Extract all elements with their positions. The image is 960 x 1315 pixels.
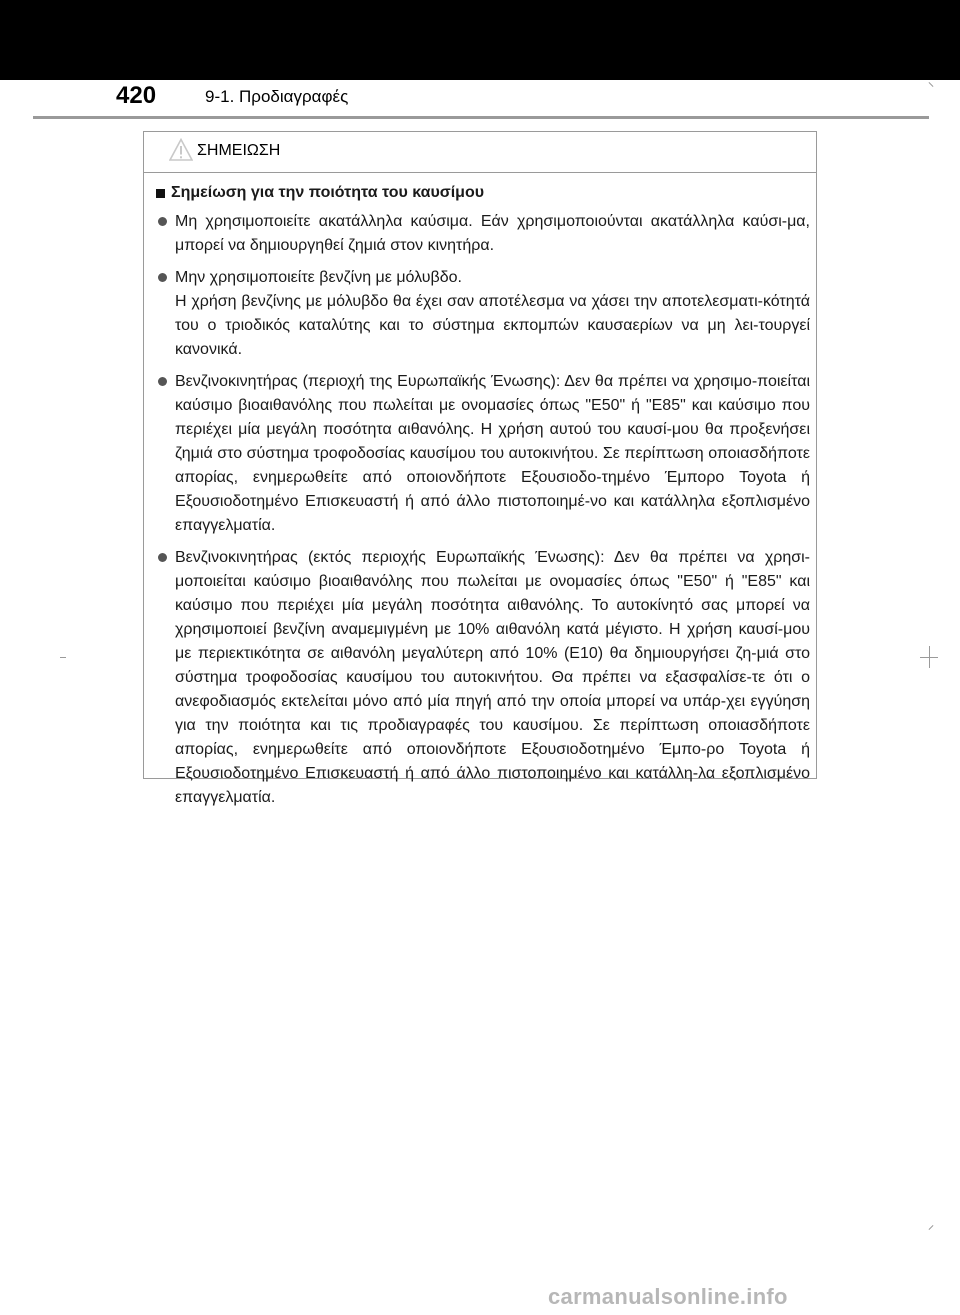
note-content [156, 184, 810, 818]
bullet-icon [158, 377, 167, 386]
crop-mark [60, 657, 66, 658]
crop-mark [929, 82, 934, 87]
note-box [143, 131, 817, 806]
warning-icon [169, 138, 193, 162]
bullet-icon [158, 553, 167, 562]
bullet-icon [158, 217, 167, 226]
list-item [156, 210, 810, 258]
list-item [156, 546, 810, 810]
list-item-text: Μη χρησιμοποιείτε ακατάλληλα καύσιμα. Εάν χρησιμοποιούνται ακατάλληλα καύσι-μα, μπορεί να δημιουργηθεί ζημιά στον κινητήρα. [175, 213, 810, 254]
crop-mark [929, 1225, 934, 1230]
note-header [144, 132, 816, 173]
list-item-text: Η χρήση βενζίνης με μόλυβδο θα έχει σαν αποτέλεσμα να χάσει την αποτελεσματι-κότητά του ο τριοδικός καταλύτης και το σύστημα εκπομπών καυσαερίων να μη λει-τουργεί κανονικά. [175, 293, 810, 358]
note-label: ΣΗΜΕΙΩΣΗ [197, 142, 281, 159]
note-heading [156, 184, 810, 202]
list-item [156, 370, 810, 538]
watermark-logo: carmanualsonline.info [548, 1284, 788, 1309]
section-title: 9-1. Προδιαγραφές [205, 87, 349, 106]
note-heading-text: Σημείωση για την ποιότητα του καυσίμου [171, 184, 485, 201]
bullet-icon [158, 273, 167, 282]
header-divider [33, 116, 929, 119]
top-black-bar [0, 0, 960, 80]
page-number: 420 [116, 82, 157, 109]
list-item-text: Βενζινοκινητήρας (εκτός περιοχής Ευρωπαϊκής Ένωσης): Δεν θα πρέπει να χρησι-μοποιείται καύσιμο βιοαιθανόλης που πωλείται με ονομασίες όπως "E50" ή "E85" και καύσιμο που περιέχει μία μεγάλη ποσότητα αιθανόλης. Το αυτοκίνητό σας μπορεί να χρησιμοποιεί βενζίνη αναμεμιγμένη με 10% αιθανόλη κατά μέγιστο. Η χρήση καυσί-μου με περιεκτικότητα σε αιθανόλη μεγαλύτερη από 10% (E10) θα δημιουργήσει ζη-μιά στο σύστημα τροφοδοσίας καυσίμου του αυτοκινήτου. Θα πρέπει να εξασφαλίσε-τε ότι ο ανεφοδιασμός εκτελείται μόνο από μία πηγή από την οποία μπορεί να υπάρ-χει εγγύηση για την ποιότητα και τις προδιαγραφές του καυσίμου. Σε περίπτωση οποιασδήποτε απορίας, ενημερωθείτε από οποιονδήποτε Εξουσιοδοτημένο Έμπο-ρο Toyota ή Εξουσιοδοτημένο Επισκευαστή ή από άλλο πιστοποιημένο και κατάλλη-λα εξοπλισμένο επαγγελματία. [175, 549, 810, 806]
list-item-text: Μην χρησιμοποιείτε βενζίνη με μόλυβδο. [175, 269, 462, 286]
crop-mark [929, 646, 930, 668]
list-item [156, 266, 810, 362]
list-item-text: Βενζινοκινητήρας (περιοχή της Ευρωπαϊκής Ένωσης): Δεν θα πρέπει να χρησιμο-ποιείται καύσιμο βιοαιθανόλης που πωλείται με ονομασίες όπως "E50" ή "E85" και καύσιμο που περιέχει μία μεγάλη ποσότητα αιθανόλης. Η χρήση αυτού του καυσί-μου θα προξενήσει ζημιά στο σύστημα τροφοδοσίας καυσίμου του αυτοκινήτου. Σε περίπτωση οποιασδήποτε απορίας, ενημερωθείτε από οποιονδήποτε Εξουσιοδο-τημένο Έμπορο Toyota ή Εξουσιοδοτημένο Επισκευαστή ή από άλλο πιστοποιημέ-νο και κατάλληλα εξοπλισμένο επαγγελματία. [175, 373, 810, 534]
square-bullet-icon [156, 189, 165, 198]
